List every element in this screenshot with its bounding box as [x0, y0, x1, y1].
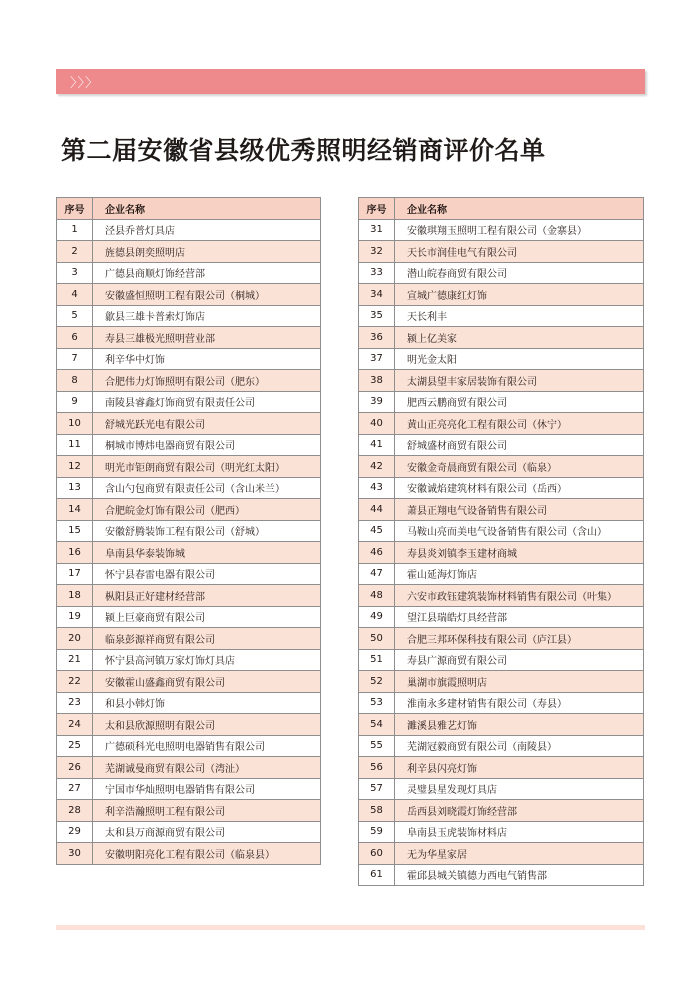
- row-number: 9: [57, 391, 93, 413]
- table-row: [359, 542, 644, 564]
- row-number: 47: [359, 563, 395, 585]
- company-name: 安徽明阳亮化工程有限公司（临泉县）: [93, 843, 321, 865]
- table-row: [57, 821, 321, 843]
- table-row: [359, 821, 644, 843]
- company-name: 巢湖市旗霞照明店: [395, 671, 644, 693]
- row-number: 51: [359, 649, 395, 671]
- row-number: 15: [57, 520, 93, 542]
- dealer-table-left: [56, 197, 321, 865]
- company-name: 利辛浩瀚照明工程有限公司: [93, 800, 321, 822]
- row-number: 1: [57, 219, 93, 241]
- company-name: 旌德县朗奕照明店: [93, 241, 321, 263]
- company-name: 利辛县闪亮灯饰: [395, 757, 644, 779]
- row-number: 25: [57, 735, 93, 757]
- table-row: [359, 563, 644, 585]
- company-name: 明光市钜朗商贸有限公司（明光红太阳）: [93, 456, 321, 478]
- row-number: 13: [57, 477, 93, 499]
- table-row: [359, 241, 644, 263]
- company-name: 合肥伟力灯饰照明有限公司（肥东）: [93, 370, 321, 392]
- company-name: 宁国市华灿照明电器销售有限公司: [93, 778, 321, 800]
- row-number: 35: [359, 305, 395, 327]
- company-name: 霍邱县城关镇德力西电气销售部: [395, 864, 644, 886]
- row-number: 7: [57, 348, 93, 370]
- row-number: 56: [359, 757, 395, 779]
- company-name: 安徽琪翔玉照明工程有限公司（金寨县）: [395, 219, 644, 241]
- table-row: [359, 692, 644, 714]
- table-row: [359, 391, 644, 413]
- row-number: 3: [57, 262, 93, 284]
- table-row: [57, 456, 321, 478]
- table-row: [359, 348, 644, 370]
- column-header-number: 序号: [359, 198, 395, 220]
- company-name: 合肥皖金灯饰有限公司（肥西）: [93, 499, 321, 521]
- company-name: 寿县炎刘镇李玉建材商城: [395, 542, 644, 564]
- row-number: 23: [57, 692, 93, 714]
- company-name: 桐城市博炜电器商贸有限公司: [93, 434, 321, 456]
- row-number: 33: [359, 262, 395, 284]
- row-number: 6: [57, 327, 93, 349]
- company-name: 怀宁县春雷电器有限公司: [93, 563, 321, 585]
- company-name: 舒城光跃光电有限公司: [93, 413, 321, 435]
- row-number: 53: [359, 692, 395, 714]
- company-name: 淮南永多建材销售有限公司（寿县）: [395, 692, 644, 714]
- company-name: 太和县万商源商贸有限公司: [93, 821, 321, 843]
- company-name: 安徽金奇晨商贸有限公司（临泉）: [395, 456, 644, 478]
- row-number: 8: [57, 370, 93, 392]
- table-row: [359, 714, 644, 736]
- row-number: 39: [359, 391, 395, 413]
- company-name: 安徽霍山盛鑫商贸有限公司: [93, 671, 321, 693]
- table-row: [57, 563, 321, 585]
- row-number: 10: [57, 413, 93, 435]
- company-name: 潜山皖春商贸有限公司: [395, 262, 644, 284]
- row-number: 30: [57, 843, 93, 865]
- row-number: 20: [57, 628, 93, 650]
- company-name: 舒城盛材商贸有限公司: [395, 434, 644, 456]
- table-row: [57, 241, 321, 263]
- table-row: [57, 434, 321, 456]
- table-row: [57, 649, 321, 671]
- dealer-table-right: [358, 197, 644, 886]
- table-row: [359, 864, 644, 886]
- row-number: 61: [359, 864, 395, 886]
- row-number: 46: [359, 542, 395, 564]
- company-name: 含山勺包商贸有限责任公司（含山米兰）: [93, 477, 321, 499]
- column-header-name: 企业名称: [93, 198, 321, 220]
- table-row: [57, 520, 321, 542]
- table-row: [359, 327, 644, 349]
- row-number: 41: [359, 434, 395, 456]
- table-row: [57, 735, 321, 757]
- table-row: [359, 843, 644, 865]
- table-header-row: [359, 198, 644, 220]
- company-name: 肥西云鹏商贸有限公司: [395, 391, 644, 413]
- table-row: [359, 585, 644, 607]
- table-row: [57, 714, 321, 736]
- footer-band: [56, 925, 645, 930]
- company-name: 六安市政钰建筑装饰材料销售有限公司（叶集）: [395, 585, 644, 607]
- arrows-icon: 〉〉〉: [70, 76, 100, 91]
- table-row: [57, 262, 321, 284]
- row-number: 60: [359, 843, 395, 865]
- company-name: 芜湖冠毅商贸有限公司（南陵县）: [395, 735, 644, 757]
- table-row: [57, 757, 321, 779]
- table-row: [57, 585, 321, 607]
- company-name: 寿县三雄极光照明营业部: [93, 327, 321, 349]
- company-name: 颍上亿美家: [395, 327, 644, 349]
- table-row: [57, 692, 321, 714]
- company-name: 天长利丰: [395, 305, 644, 327]
- row-number: 5: [57, 305, 93, 327]
- row-number: 45: [359, 520, 395, 542]
- company-name: 芜湖诚曼商贸有限公司（湾沚）: [93, 757, 321, 779]
- column-header-number: 序号: [57, 198, 93, 220]
- table-row: [359, 671, 644, 693]
- row-number: 22: [57, 671, 93, 693]
- row-number: 44: [359, 499, 395, 521]
- table-row: [57, 305, 321, 327]
- company-name: 马鞍山亮而美电气设备销售有限公司（含山）: [395, 520, 644, 542]
- table-row: [359, 628, 644, 650]
- company-name: 临泉彭源祥商贸有限公司: [93, 628, 321, 650]
- table-row: [359, 370, 644, 392]
- row-number: 48: [359, 585, 395, 607]
- company-name: 阜南县玉虎装饰材料店: [395, 821, 644, 843]
- table-row: [57, 327, 321, 349]
- row-number: 34: [359, 284, 395, 306]
- row-number: 58: [359, 800, 395, 822]
- dealer-table-right-body: [359, 219, 644, 886]
- company-name: 岳西县刘晓霞灯饰经营部: [395, 800, 644, 822]
- row-number: 28: [57, 800, 93, 822]
- row-number: 12: [57, 456, 93, 478]
- row-number: 36: [359, 327, 395, 349]
- row-number: 24: [57, 714, 93, 736]
- row-number: 19: [57, 606, 93, 628]
- row-number: 40: [359, 413, 395, 435]
- table-row: [57, 219, 321, 241]
- row-number: 31: [359, 219, 395, 241]
- company-name: 寿县广源商贸有限公司: [395, 649, 644, 671]
- row-number: 49: [359, 606, 395, 628]
- table-row: [359, 649, 644, 671]
- table-header-row: [57, 198, 321, 220]
- table-row: [57, 477, 321, 499]
- table-row: [359, 262, 644, 284]
- company-name: 霍山延海灯饰店: [395, 563, 644, 585]
- table-row: [359, 219, 644, 241]
- row-number: 27: [57, 778, 93, 800]
- company-name: 灵璧县星发现灯具店: [395, 778, 644, 800]
- table-row: [359, 456, 644, 478]
- table-row: [57, 606, 321, 628]
- company-name: 阜南县华泰装饰城: [93, 542, 321, 564]
- company-name: 天长市润佳电气有限公司: [395, 241, 644, 263]
- company-name: 濉溪县雅艺灯饰: [395, 714, 644, 736]
- row-number: 43: [359, 477, 395, 499]
- table-row: [57, 542, 321, 564]
- row-number: 42: [359, 456, 395, 478]
- table-row: [359, 606, 644, 628]
- table-row: [57, 348, 321, 370]
- row-number: 54: [359, 714, 395, 736]
- table-row: [57, 671, 321, 693]
- table-row: [57, 284, 321, 306]
- dealer-table-left-body: [57, 219, 321, 864]
- table-row: [57, 499, 321, 521]
- company-name: 望江县瑞皓灯具经营部: [395, 606, 644, 628]
- company-name: 宣城广德康红灯饰: [395, 284, 644, 306]
- table-row: [359, 305, 644, 327]
- row-number: 32: [359, 241, 395, 263]
- row-number: 52: [359, 671, 395, 693]
- row-number: 59: [359, 821, 395, 843]
- company-name: 太湖县望丰家居装饰有限公司: [395, 370, 644, 392]
- table-row: [359, 413, 644, 435]
- company-name: 安徽舒腾装饰工程有限公司（舒城）: [93, 520, 321, 542]
- row-number: 17: [57, 563, 93, 585]
- table-row: [359, 499, 644, 521]
- table-row: [57, 843, 321, 865]
- table-row: [359, 800, 644, 822]
- row-number: 29: [57, 821, 93, 843]
- company-name: 安徽诚焰建筑材料有限公司（岳西）: [395, 477, 644, 499]
- table-row: [359, 778, 644, 800]
- table-row: [359, 520, 644, 542]
- company-name: 黄山正亮亮化工程有限公司（休宁）: [395, 413, 644, 435]
- row-number: 26: [57, 757, 93, 779]
- company-name: 枞阳县正好建材经营部: [93, 585, 321, 607]
- row-number: 11: [57, 434, 93, 456]
- company-name: 颍上巨豪商贸有限公司: [93, 606, 321, 628]
- table-row: [57, 391, 321, 413]
- table-row: [359, 434, 644, 456]
- table-row: [57, 778, 321, 800]
- table-row: [57, 800, 321, 822]
- table-row: [57, 370, 321, 392]
- row-number: 16: [57, 542, 93, 564]
- table-row: [359, 735, 644, 757]
- company-name: 萧县正翔电气设备销售有限公司: [395, 499, 644, 521]
- row-number: 2: [57, 241, 93, 263]
- column-header-name: 企业名称: [395, 198, 644, 220]
- company-name: 歙县三雄卡普索灯饰店: [93, 305, 321, 327]
- company-name: 泾县乔普灯具店: [93, 219, 321, 241]
- row-number: 55: [359, 735, 395, 757]
- company-name: 广德县商顺灯饰经营部: [93, 262, 321, 284]
- page-title: 第二届安徽省县级优秀照明经销商评价名单: [61, 136, 546, 165]
- company-name: 安徽盛恒照明工程有限公司（桐城）: [93, 284, 321, 306]
- company-name: 怀宁县高河镇万家灯饰灯具店: [93, 649, 321, 671]
- company-name: 明光金太阳: [395, 348, 644, 370]
- row-number: 57: [359, 778, 395, 800]
- row-number: 50: [359, 628, 395, 650]
- row-number: 4: [57, 284, 93, 306]
- company-name: 利辛华中灯饰: [93, 348, 321, 370]
- company-name: 南陵县睿鑫灯饰商贸有限责任公司: [93, 391, 321, 413]
- company-name: 太和县欣源照明有限公司: [93, 714, 321, 736]
- table-row: [57, 413, 321, 435]
- company-name: 广德硕科光电照明电器销售有限公司: [93, 735, 321, 757]
- row-number: 21: [57, 649, 93, 671]
- row-number: 37: [359, 348, 395, 370]
- table-row: [57, 628, 321, 650]
- table-row: [359, 477, 644, 499]
- table-row: [359, 757, 644, 779]
- company-name: 无为华星家居: [395, 843, 644, 865]
- row-number: 14: [57, 499, 93, 521]
- table-row: [359, 284, 644, 306]
- company-name: 和县小韩灯饰: [93, 692, 321, 714]
- header-banner: [56, 69, 645, 94]
- row-number: 38: [359, 370, 395, 392]
- company-name: 合肥三邦环保科技有限公司（庐江县）: [395, 628, 644, 650]
- row-number: 18: [57, 585, 93, 607]
